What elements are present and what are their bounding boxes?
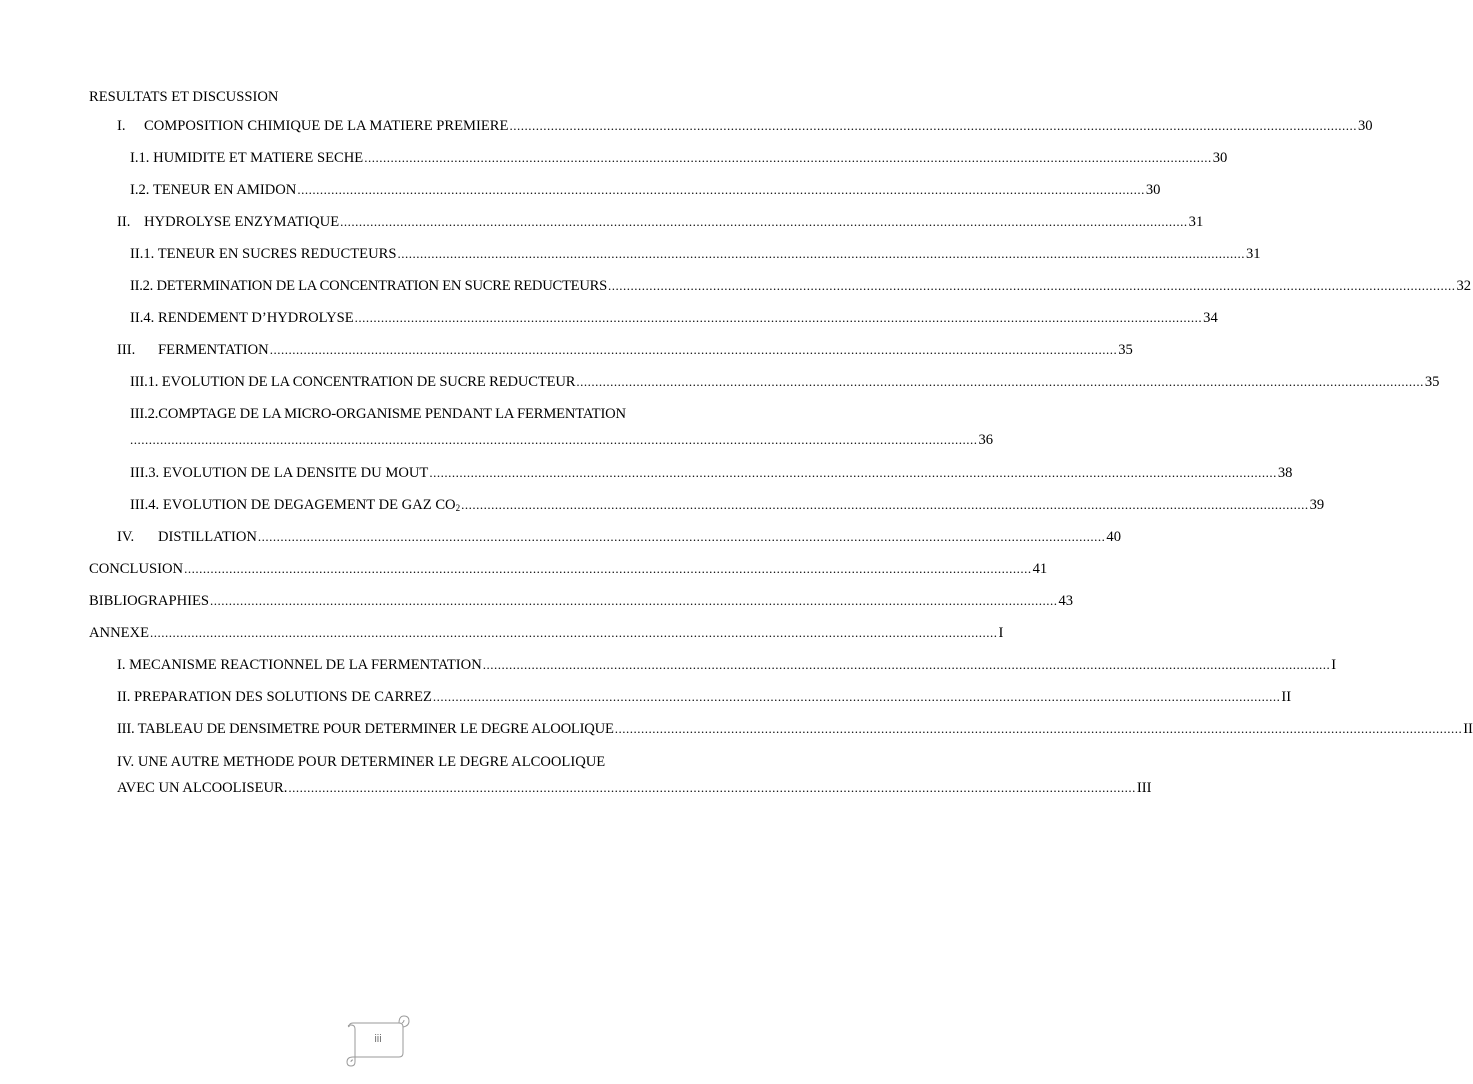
toc-leader-dots: .................................................................................................................................................................................................................................. [150, 625, 998, 640]
toc-entry-number: I. [117, 118, 126, 134]
toc-entry-page: 34 [1203, 310, 1218, 326]
page-footer [343, 1013, 413, 1067]
toc-leader-dots: .................................................................................................................................................................................................................................. [482, 657, 1331, 672]
toc-entry-page: 32 [1456, 278, 1472, 294]
toc-entry[interactable] [130, 373, 1440, 391]
toc-entry[interactable] [117, 656, 1337, 674]
toc-entry-page: 30 [1212, 150, 1228, 166]
toc-entry[interactable] [117, 213, 1204, 231]
toc-entry-page: 31 [1246, 246, 1261, 262]
toc-entry-label: I.1. HUMIDITE ET MATIERE SECHE [130, 150, 364, 166]
toc-leader-dots: .................................................................................................................................................................................................................................. [288, 780, 1136, 795]
toc-entry-page: 31 [1188, 214, 1204, 230]
toc-entry-page: II [1281, 689, 1292, 705]
toc-entry-page: 38 [1277, 465, 1293, 481]
toc-entry-label: III.2.COMPTAGE DE LA MICRO-ORGANISME PENDANT LA FERMENTATION [130, 406, 626, 422]
toc-entry-label: III. TABLEAU DE DENSIMETRE POUR DETERMINER LE DEGRE ALOOLIQUE [117, 721, 614, 737]
toc-entry-label: HYDROLYSE ENZYMATIQUE [144, 214, 340, 230]
toc-leader-dots: .................................................................................................................................................................................................................................. [297, 182, 1145, 197]
toc-entry-number: III. [117, 342, 136, 358]
toc-entry-label: FERMENTATION [158, 342, 269, 358]
toc-leader-dots: .................................................................................................................................................................................................................................. [576, 374, 1424, 389]
toc-heading: RESULTATS ET DISCUSSION [89, 89, 279, 105]
toc-entry[interactable] [117, 528, 1121, 546]
toc-entry-page: 40 [1106, 529, 1121, 545]
toc-leader-dots: .................................................................................................................................................................................................................................. [257, 529, 1106, 544]
toc-entry-label-line [130, 405, 665, 423]
toc-entry-page: 41 [1032, 561, 1048, 577]
toc-entry-label: DISTILLATION [158, 529, 257, 545]
toc-entry-label: II.4. RENDEMENT D’HYDROLYSE [130, 310, 354, 326]
toc-entry-label-continued: AVEC UN ALCOOLISEUR. [117, 780, 288, 796]
toc-entry-number: IV. [117, 529, 135, 545]
toc-entry[interactable] [117, 117, 1373, 135]
toc-entry[interactable] [89, 624, 1004, 642]
toc-entry[interactable] [117, 341, 1133, 359]
toc-entry[interactable] [130, 149, 1228, 167]
toc-entry[interactable] [130, 277, 1472, 295]
toc-leader-dots: .................................................................................................................................................................................................................................. [340, 214, 1188, 229]
toc-entry-label: III.1. EVOLUTION DE LA CONCENTRATION DE SUCRE REDUCTEUR [130, 374, 576, 390]
page-number: iii [374, 1033, 382, 1045]
toc-entry-page: 35 [1424, 374, 1440, 390]
toc-leader-dots: .................................................................................................................................................................................................................................. [130, 432, 978, 447]
toc-leader-dots: .................................................................................................................................................................................................................................. [614, 721, 1463, 736]
toc-entry-label: II.2. DETERMINATION DE LA CONCENTRATION EN SUCRE REDUCTEURS [130, 278, 607, 294]
toc-entry-label: COMPOSITION CHIMIQUE DE LA MATIERE PREMIERE [144, 118, 509, 134]
toc-entry-label: III.4. EVOLUTION DE DEGAGEMENT DE GAZ CO [130, 497, 456, 513]
toc-entry[interactable] [130, 245, 1261, 263]
toc-entry-page: 43 [1058, 593, 1074, 609]
toc-entry-number: II. [117, 214, 131, 230]
toc-leader-dots: .................................................................................................................................................................................................................................. [429, 465, 1277, 480]
toc-entry-page: II [1463, 721, 1473, 737]
toc-leader-dots: .................................................................................................................................................................................................................................. [509, 118, 1357, 133]
toc-leader-dots: .................................................................................................................................................................................................................................. [184, 561, 1032, 576]
toc-entry-page: 35 [1118, 342, 1133, 358]
toc-leader-dots: .................................................................................................................................................................................................................................. [397, 246, 1245, 261]
toc-leader-dots: .................................................................................................................................................................................................................................. [364, 150, 1212, 165]
toc-entry-page: I [1331, 657, 1337, 673]
toc-entry-label: I.2. TENEUR EN AMIDON [130, 182, 297, 198]
toc-entry-label: I. MECANISME REACTIONNEL DE LA FERMENTATION [117, 657, 482, 673]
toc-entry-page: I [998, 625, 1004, 641]
toc-entry[interactable] [130, 309, 1218, 327]
toc-entry[interactable] [130, 464, 1293, 482]
toc-leader-dots: .................................................................................................................................................................................................................................. [210, 593, 1058, 608]
toc-leader-dots: .................................................................................................................................................................................................................................. [269, 342, 1118, 357]
toc-entry-page: 30 [1145, 182, 1161, 198]
toc-entry-page: 39 [1309, 497, 1325, 513]
toc-entry-label: IV. UNE AUTRE METHODE POUR DETERMINER LE DEGRE ALCOOLIQUE [117, 754, 606, 770]
toc-entry-label-line [117, 753, 665, 771]
subscript: 2 [455, 503, 461, 513]
toc-entry[interactable] [130, 181, 1161, 199]
toc-entry[interactable] [89, 592, 1074, 610]
toc-leader-dots: .................................................................................................................................................................................................................................. [607, 278, 1456, 293]
toc-entry-page: 30 [1357, 118, 1373, 134]
toc-entry-label: ANNEXE [89, 625, 149, 641]
toc-entry-label: II.1. TENEUR EN SUCRES REDUCTEURS [130, 246, 397, 262]
toc-entry[interactable] [117, 720, 1473, 738]
toc-entry[interactable] [130, 496, 1325, 517]
toc-leader-dots: .................................................................................................................................................................................................................................. [461, 497, 1309, 512]
toc-entry[interactable] [117, 688, 1292, 706]
toc-leader-dots: .................................................................................................................................................................................................................................. [354, 310, 1203, 325]
toc-entry-label: III.3. EVOLUTION DE LA DENSITE DU MOUT [130, 465, 429, 481]
toc-entry-label: CONCLUSION [89, 561, 184, 577]
toc-entry-page: 36 [978, 432, 994, 448]
toc-entry-label: II. PREPARATION DES SOLUTIONS DE CARREZ [117, 689, 432, 705]
toc-leader-dots: .................................................................................................................................................................................................................................. [432, 689, 1281, 704]
toc-entry[interactable] [117, 779, 1152, 797]
toc-entry-page: III [1136, 780, 1152, 796]
toc-entry[interactable] [130, 431, 994, 449]
toc-entry-label: BIBLIOGRAPHIES [89, 593, 209, 609]
toc-entry[interactable] [89, 560, 1048, 578]
